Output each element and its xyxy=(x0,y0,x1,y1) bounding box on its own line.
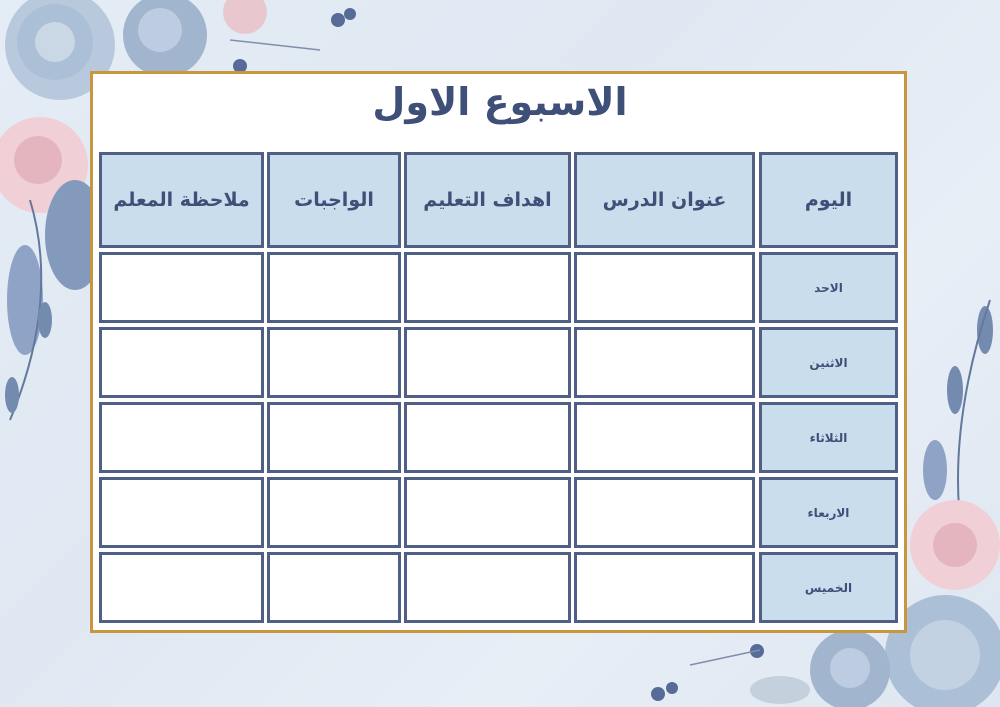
objectives-cell[interactable] xyxy=(404,252,571,323)
objectives-cell[interactable] xyxy=(404,477,571,548)
day-cell-thursday: الخميس xyxy=(759,552,898,623)
lesson-title-cell[interactable] xyxy=(574,552,755,623)
day-cell-sunday: الاحد xyxy=(759,252,898,323)
notes-cell[interactable] xyxy=(99,252,264,323)
day-cell-monday: الاثنين xyxy=(759,327,898,398)
objectives-cell[interactable] xyxy=(404,402,571,473)
day-cell-tuesday: الثلاثاء xyxy=(759,402,898,473)
homework-cell[interactable] xyxy=(267,327,401,398)
homework-cell[interactable] xyxy=(267,402,401,473)
notes-cell[interactable] xyxy=(99,327,264,398)
lesson-title-cell[interactable] xyxy=(574,327,755,398)
lesson-title-cell[interactable] xyxy=(574,252,755,323)
objectives-cell[interactable] xyxy=(404,327,571,398)
header-day: اليوم xyxy=(759,152,898,248)
day-cell-wednesday: الاربعاء xyxy=(759,477,898,548)
objectives-cell[interactable] xyxy=(404,552,571,623)
lesson-title-cell[interactable] xyxy=(574,402,755,473)
notes-cell[interactable] xyxy=(99,552,264,623)
homework-cell[interactable] xyxy=(267,552,401,623)
notes-cell[interactable] xyxy=(99,402,264,473)
notes-cell[interactable] xyxy=(99,477,264,548)
page-title: الاسبوع الاول xyxy=(372,80,628,124)
lesson-title-cell[interactable] xyxy=(574,477,755,548)
header-learning-objectives: اهداف التعليم xyxy=(404,152,571,248)
homework-cell[interactable] xyxy=(267,252,401,323)
header-lesson-title: عنوان الدرس xyxy=(574,152,755,248)
header-homework: الواجبات xyxy=(267,152,401,248)
homework-cell[interactable] xyxy=(267,477,401,548)
header-teacher-notes: ملاحظة المعلم xyxy=(99,152,264,248)
